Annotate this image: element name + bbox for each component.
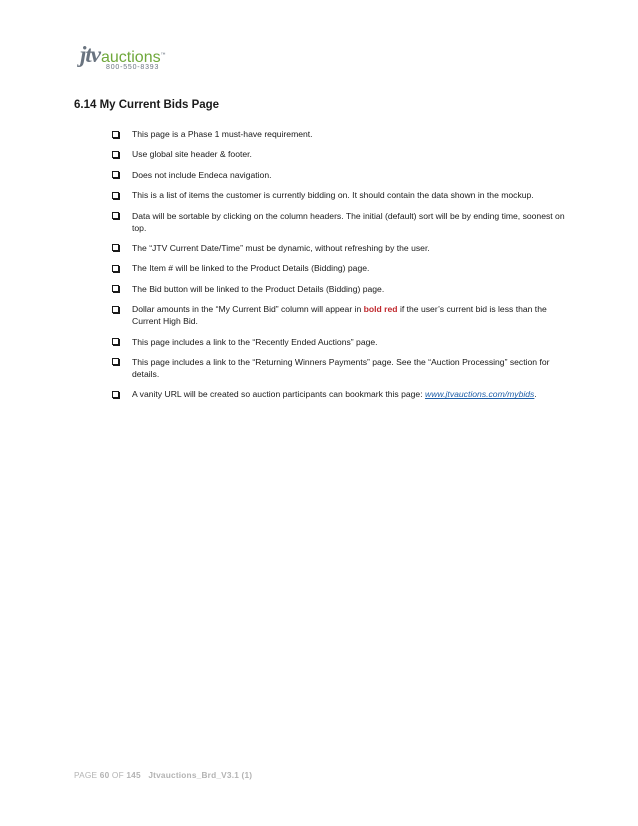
list-item-text: Does not include Endeca navigation. <box>132 169 272 180</box>
list-item <box>112 262 572 274</box>
logo-auctions-text: auctions <box>101 49 161 66</box>
section-title: 6.14 My Current Bids Page <box>74 99 220 111</box>
logo-phone-number: 800-550-8393 <box>106 64 160 71</box>
list-item-text: This is a list of items the customer is currently bidding on. It should contain the data shown in the mockup. <box>132 190 534 201</box>
list-item <box>112 303 572 327</box>
list-item <box>112 388 572 400</box>
checkbox-bullet-icon <box>112 265 119 272</box>
vanity-url-link[interactable]: www.jtvauctions.com/mybids <box>424 389 535 400</box>
jtv-auctions-logo <box>80 44 190 76</box>
requirements-list <box>112 128 572 409</box>
list-item <box>112 336 572 348</box>
list-item-text: Use global site header & footer. <box>132 149 252 160</box>
footer-page-label: PAGE <box>74 770 98 780</box>
checkbox-bullet-icon <box>112 391 119 398</box>
checkbox-bullet-icon <box>112 131 119 138</box>
checkbox-bullet-icon <box>112 358 119 365</box>
footer-of-label: OF <box>111 770 124 780</box>
checkbox-bullet-icon <box>112 212 119 219</box>
checkbox-bullet-icon <box>112 171 119 178</box>
list-item <box>112 189 572 201</box>
page-footer <box>74 770 252 780</box>
checkbox-bullet-icon <box>112 338 119 345</box>
list-item-text-before: A vanity URL will be created so auction participants can bookmark this page: <box>132 389 425 400</box>
checkbox-bullet-icon <box>112 151 119 158</box>
list-item <box>112 128 572 140</box>
checkbox-bullet-icon <box>112 192 119 199</box>
list-item <box>112 242 572 254</box>
list-item-text: Data will be sortable by clicking on the column headers. The initial (default) sort will be by ending time, soonest on top. <box>132 210 565 233</box>
list-item <box>112 210 572 234</box>
logo-jtv-text: jtv <box>80 42 100 67</box>
footer-total-pages: 145 <box>126 770 141 780</box>
list-item-text: This page includes a link to the “Returning Winners Payments” page. See the “Auction Processing” section for details. <box>132 356 550 379</box>
list-item <box>112 169 572 181</box>
footer-page-number: 60 <box>99 770 110 780</box>
list-item-text: The Item # will be linked to the Product Details (Bidding) page. <box>132 263 370 274</box>
checkbox-bullet-icon <box>112 244 119 251</box>
list-item <box>112 283 572 295</box>
footer-doc-name: Jtvauctions_Brd_V3.1 (1) <box>148 770 253 780</box>
list-item-text-after: . <box>534 389 537 400</box>
checkbox-bullet-icon <box>112 306 119 313</box>
list-item-text: This page is a Phase 1 must-have requirement. <box>132 129 313 139</box>
list-item-text: The “JTV Current Date/Time” must be dynamic, without refreshing by the user. <box>132 242 430 253</box>
list-item-text: The Bid button will be linked to the Product Details (Bidding) page. <box>132 283 385 294</box>
list-item <box>112 148 572 160</box>
list-item-text: This page includes a link to the “Recently Ended Auctions” page. <box>132 336 378 347</box>
list-item <box>112 356 572 380</box>
list-item-text-after: if the user’s current bid is less than the Current High Bid. <box>132 304 547 327</box>
bold-red-emphasis: bold red <box>363 304 398 315</box>
logo-trademark: ™ <box>160 52 166 58</box>
list-item-text-before: Dollar amounts in the “My Current Bid” column will appear in <box>132 304 364 315</box>
checkbox-bullet-icon <box>112 285 119 292</box>
